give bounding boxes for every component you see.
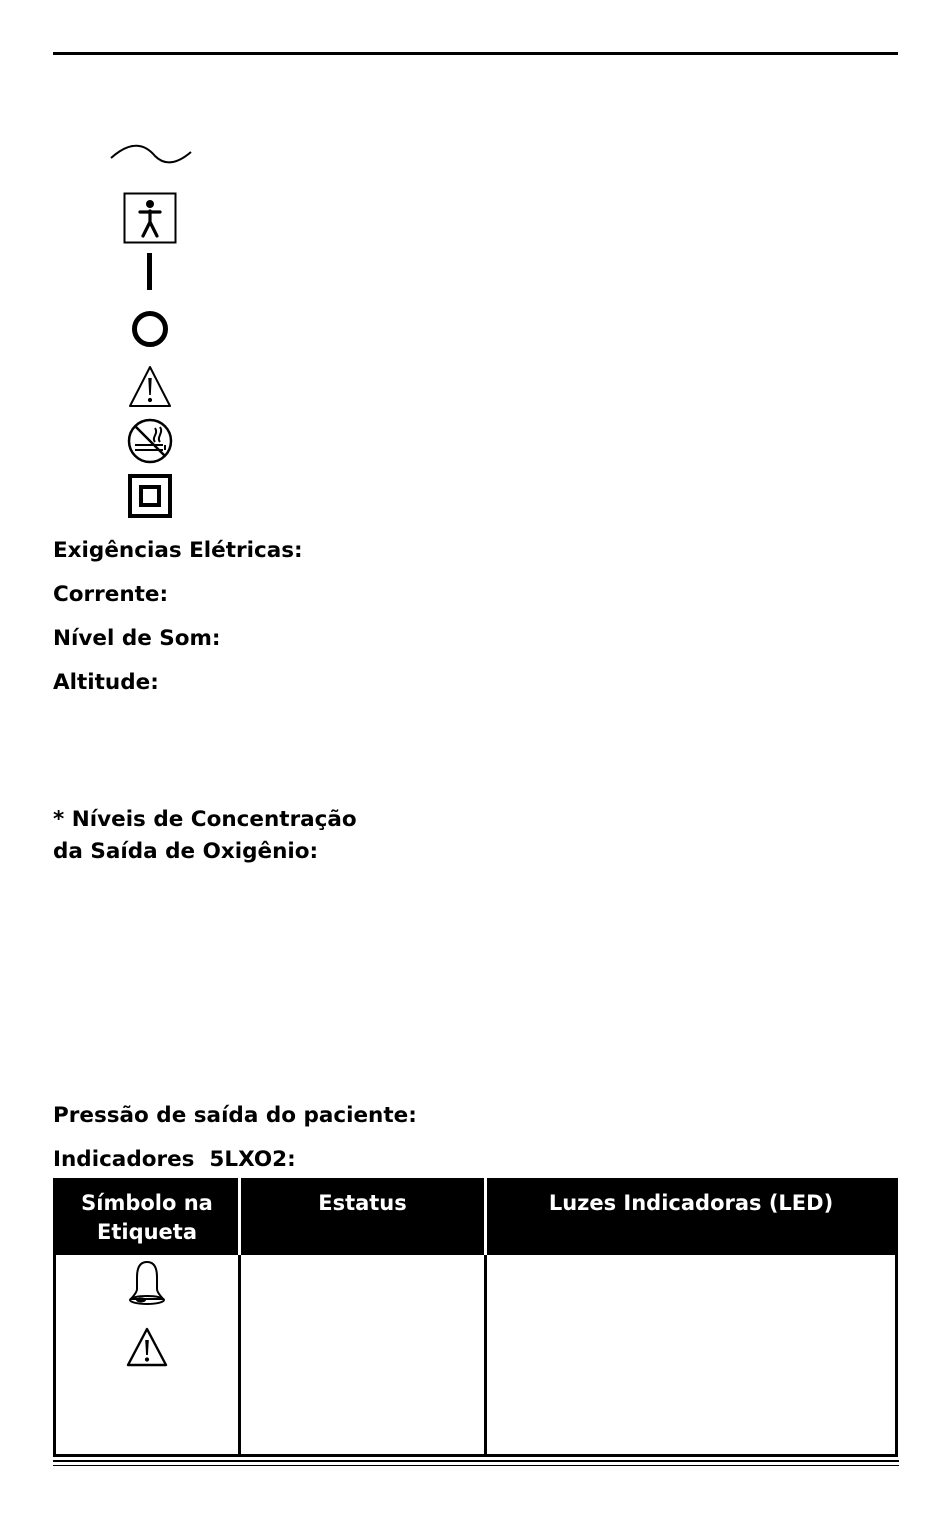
symbol-cell bbox=[55, 1255, 240, 1456]
status-cell bbox=[240, 1255, 486, 1456]
caution-icon bbox=[100, 364, 200, 410]
label-indicators: Indicadores 5LXO2: bbox=[53, 1147, 296, 1172]
header-indicator-lights: Luzes Indicadoras (LED) bbox=[486, 1180, 897, 1256]
double-insulation-icon bbox=[100, 474, 200, 518]
type-bf-applied-part-icon bbox=[100, 192, 200, 246]
header-symbol-line2: Etiqueta bbox=[96, 1220, 198, 1244]
label-patient-output-pressure: Pressão de saída do paciente: bbox=[53, 1103, 417, 1128]
table-header-row bbox=[55, 1180, 897, 1256]
caution-icon bbox=[124, 1325, 170, 1375]
label-oxygen-levels-line2: da Saída de Oxigênio: bbox=[53, 839, 319, 864]
label-current: Corrente: bbox=[53, 582, 169, 607]
indicators-table bbox=[53, 1178, 898, 1457]
bottom-rule bbox=[53, 1460, 899, 1462]
header-label-symbol bbox=[55, 1180, 240, 1256]
table-row bbox=[55, 1255, 897, 1456]
top-rule bbox=[53, 52, 898, 55]
label-sound-level: Nível de Som: bbox=[53, 626, 221, 651]
label-electrical-requirements: Exigências Elétricas: bbox=[53, 538, 303, 563]
label-oxygen-levels-line1: * Níveis de Concentração bbox=[53, 807, 357, 832]
power-off-icon bbox=[100, 309, 200, 349]
power-on-icon bbox=[100, 253, 200, 293]
no-smoking-icon bbox=[100, 417, 200, 465]
bell-alarm-icon bbox=[126, 1259, 168, 1311]
indicator-lights-cell bbox=[486, 1255, 897, 1456]
header-symbol-line1: Símbolo na bbox=[81, 1191, 213, 1215]
alternating-current-icon bbox=[100, 142, 200, 168]
bottom-rule-thin bbox=[53, 1465, 899, 1466]
label-altitude: Altitude: bbox=[53, 670, 159, 695]
header-status: Estatus bbox=[240, 1180, 486, 1256]
